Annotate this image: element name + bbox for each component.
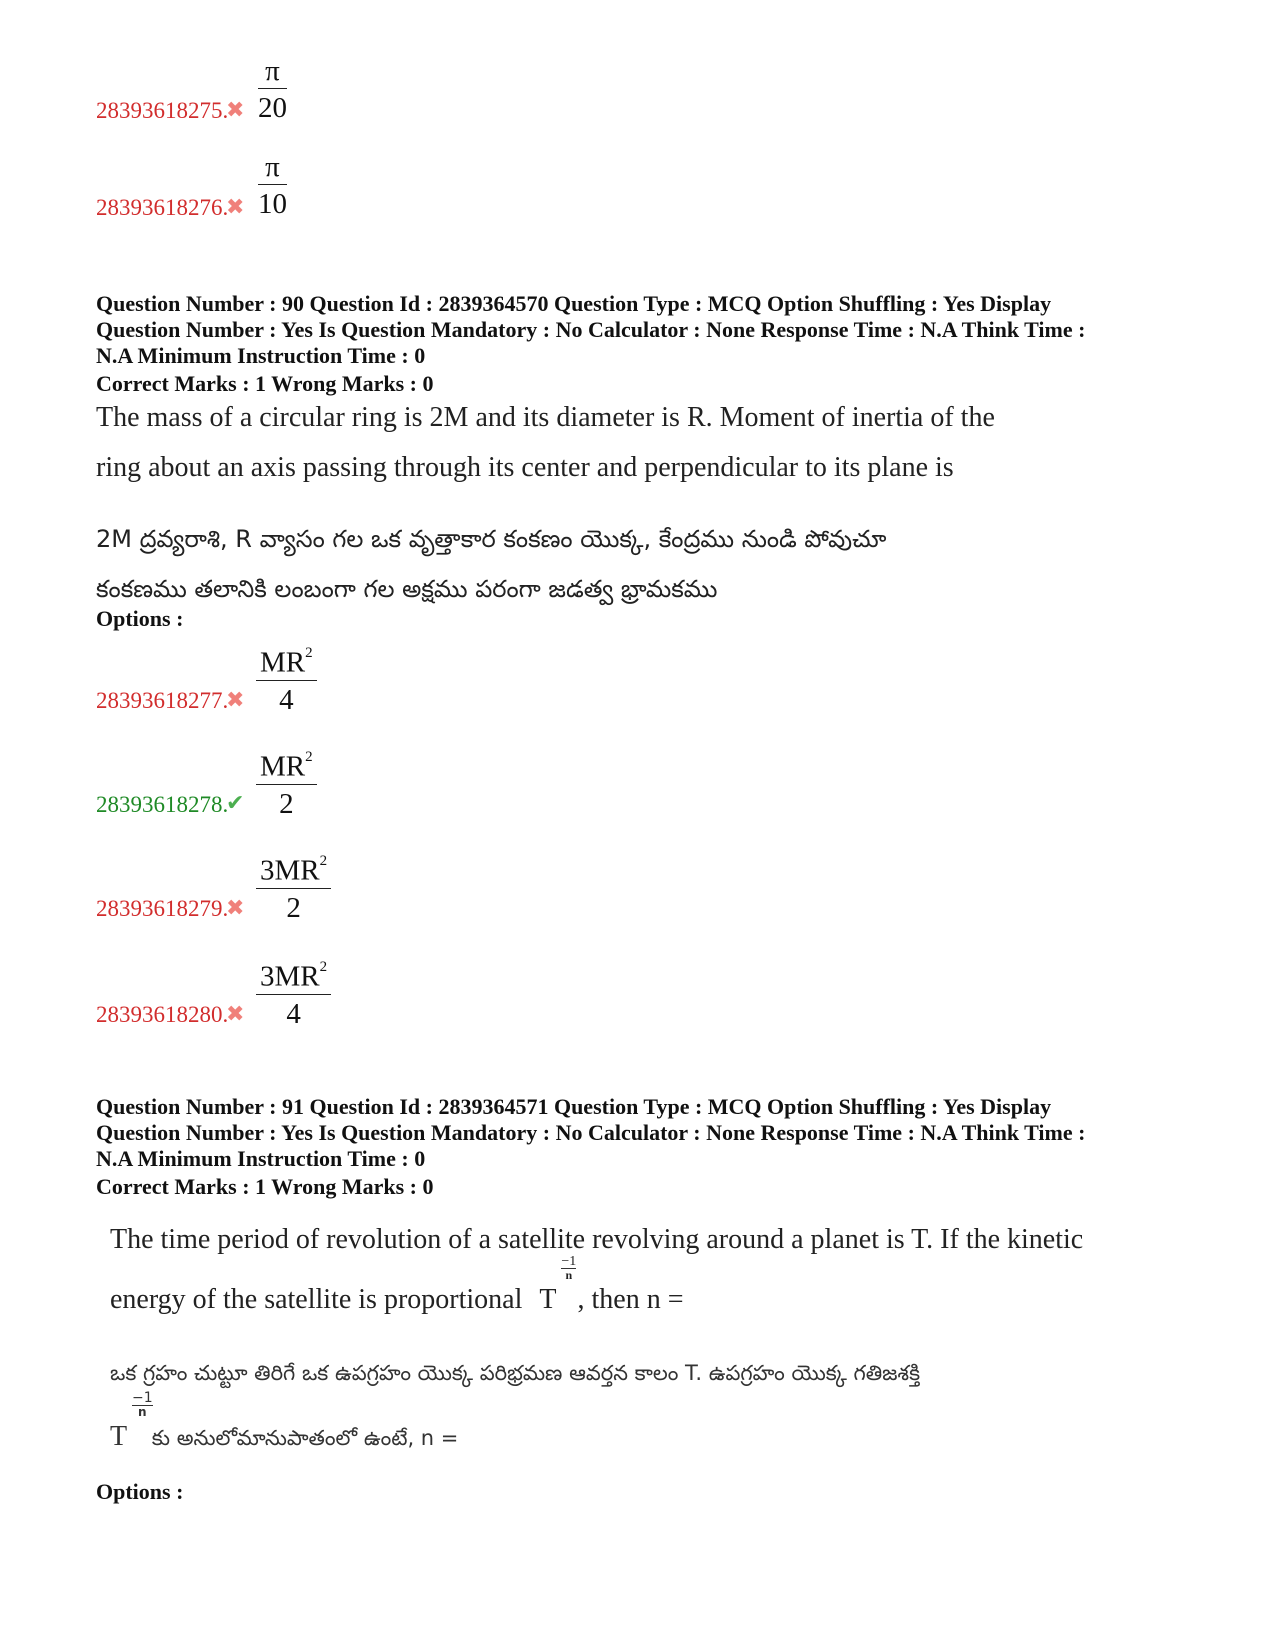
question-text-en (110, 1215, 1083, 1325)
text-part: energy of the satellite is proportional (110, 1284, 523, 1315)
option-id: 28393618276. (96, 195, 229, 220)
numerator-main: MR (260, 646, 306, 679)
exponent-numerator: −1 (132, 1390, 153, 1406)
option-id: 28393618280. (96, 1002, 229, 1027)
text-line: The time period of revolution of a satellite revolving around a planet is T. If the kinetic (110, 1224, 1084, 1255)
question-meta (96, 291, 1206, 369)
option-id: 28393618277. (96, 688, 229, 713)
meta-line: N.A Minimum Instruction Time : 0 (96, 1146, 426, 1171)
meta-line: Question Number : Yes Is Question Mandatory : No Calculator : None Response Time : N.A Think Time : (96, 1120, 1086, 1145)
power-base: T (110, 1421, 128, 1452)
text-line: ring about an axis passing through its center and perpendicular to its plane is (96, 452, 954, 483)
numerator-main: MR (260, 750, 306, 783)
cross-icon: ✖ (226, 195, 245, 220)
option-row (96, 50, 696, 150)
text-part: , then n = (577, 1284, 684, 1315)
numerator (256, 848, 331, 889)
cross-icon: ✖ (226, 896, 245, 921)
cross-icon: ✖ (226, 688, 245, 713)
text-line (110, 1254, 1083, 1325)
option-fraction (258, 150, 287, 223)
option-id: 28393618279. (96, 896, 229, 921)
text-part: కు అనులోమానుపాతంలో ఉంటే, n = (151, 1426, 459, 1450)
exponent-denominator: n (561, 1268, 576, 1282)
options-label: Options : (96, 1479, 184, 1504)
meta-line: N.A Minimum Instruction Time : 0 (96, 343, 426, 368)
text-line: The mass of a circular ring is 2M and its diameter is R. Moment of inertia of the (96, 402, 995, 433)
cross-icon: ✖ (226, 98, 245, 123)
option-fraction (256, 744, 317, 823)
options-label: Options : (96, 606, 184, 631)
denominator: 10 (258, 188, 287, 220)
question-text-te (110, 1348, 920, 1463)
text-line: కంకణము తలానికి లంబంగా గల అక్షము పరంగా జడత్వ భ్రామకము (96, 575, 718, 603)
meta-line: Question Number : Yes Is Question Mandatory : No Calculator : None Response Time : N.A Think Time : (96, 317, 1086, 342)
numerator (256, 954, 331, 995)
power-expression (539, 1254, 577, 1325)
exponent-denominator: n (132, 1405, 153, 1419)
option-fraction (256, 954, 331, 1033)
denominator: 4 (286, 997, 301, 1030)
option-row (96, 744, 696, 844)
denominator: 2 (279, 787, 294, 820)
numerator (256, 744, 317, 785)
denominator: 20 (258, 92, 287, 124)
option-row (96, 148, 696, 248)
option-fraction (258, 54, 287, 127)
numerator: π (258, 150, 287, 185)
option-row (96, 848, 696, 948)
option-row (96, 640, 696, 740)
question-marks: Correct Marks : 1 Wrong Marks : 0 (96, 1174, 434, 1199)
power-exponent (561, 1255, 576, 1282)
question-text-te (96, 514, 886, 614)
exponent-numerator: −1 (561, 1254, 577, 1269)
power-exponent (132, 1392, 153, 1419)
option-row (96, 954, 696, 1054)
exponent: 2 (305, 645, 313, 661)
question-text-en (96, 393, 995, 493)
option-id: 28393618275. (96, 98, 229, 123)
exponent: 2 (319, 959, 328, 975)
question-marks: Correct Marks : 1 Wrong Marks : 0 (96, 371, 434, 396)
option-fraction (256, 848, 331, 927)
exponent: 2 (319, 853, 328, 869)
power-base: T (539, 1284, 557, 1315)
option-fraction (256, 640, 317, 719)
check-icon: ✔ (226, 791, 245, 816)
denominator: 4 (279, 683, 294, 716)
numerator: π (258, 54, 287, 89)
question-meta (96, 1094, 1206, 1172)
text-line: 2M ద్రవ్యరాశి, R వ్యాసం గల ఒక వృత్తాకార కంకణం యొక్క, కేంద్రము నుండి పోవుచూ (96, 525, 887, 553)
meta-line: Question Number : 91 Question Id : 2839364571 Question Type : MCQ Option Shuffling : Yes Display (96, 1094, 1052, 1119)
meta-line: Question Number : 90 Question Id : 2839364570 Question Type : MCQ Option Shuffling : Yes Display (96, 291, 1052, 316)
numerator (256, 640, 317, 681)
text-line (110, 1390, 920, 1463)
power-expression (110, 1390, 153, 1463)
cross-icon: ✖ (226, 1002, 245, 1027)
text-line: ఒక గ్రహం చుట్టూ తిరిగే ఒక ఉపగ్రహం యొక్క పరిభ్రమణ ఆవర్తన కాలం T. ఉపగ్రహం యొక్క గతిజశక్తి (110, 1361, 921, 1385)
denominator: 2 (286, 891, 301, 924)
exponent: 2 (305, 749, 313, 765)
numerator-main: 3MR (260, 854, 320, 887)
option-id: 28393618278. (96, 792, 229, 817)
numerator-main: 3MR (260, 960, 320, 993)
